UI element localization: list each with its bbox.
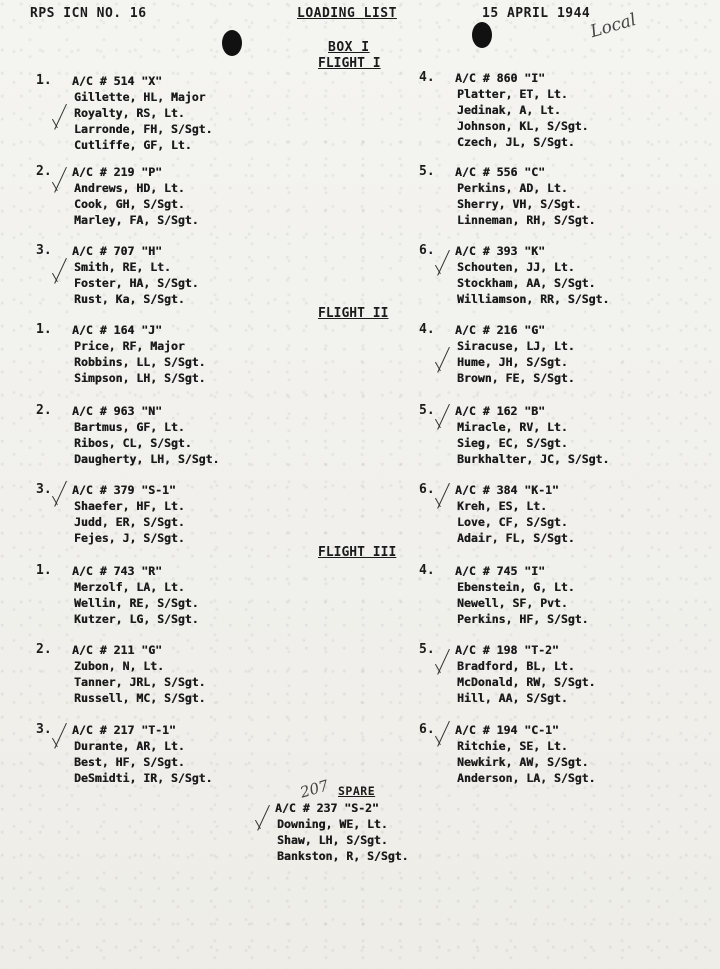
crew-member: Hill, AA, S/Sgt. bbox=[457, 691, 568, 705]
check-mark-icon bbox=[437, 652, 451, 682]
aircraft-group bbox=[36, 403, 352, 467]
check-mark-icon bbox=[437, 407, 451, 437]
aircraft-number: A/C # 164 "J" bbox=[72, 323, 163, 337]
group-number: 4. bbox=[419, 322, 435, 337]
aircraft-number: A/C # 707 "H" bbox=[72, 244, 163, 258]
handwritten-note: 207 bbox=[298, 776, 331, 802]
crew-member: Royalty, RS, Lt. bbox=[74, 106, 185, 120]
punch-hole bbox=[222, 30, 242, 56]
crew-member: Anderson, LA, S/Sgt. bbox=[457, 771, 596, 785]
crew-member: Ebenstein, G, Lt. bbox=[457, 580, 575, 594]
group-number: 6. bbox=[419, 482, 435, 497]
crew-member: Kreh, ES, Lt. bbox=[457, 499, 548, 513]
aircraft-group bbox=[419, 482, 720, 546]
crew-member: Perkins, HF, S/Sgt. bbox=[457, 612, 589, 626]
crew-member: Bankston, R, S/Sgt. bbox=[277, 849, 409, 863]
crew-member: Hume, JH, S/Sgt. bbox=[457, 355, 568, 369]
group-number: 4. bbox=[419, 563, 435, 578]
aircraft-number: A/C # 217 "T-1" bbox=[72, 723, 176, 737]
aircraft-group bbox=[36, 164, 352, 228]
group-number: 2. bbox=[36, 164, 52, 179]
group-number: 1. bbox=[36, 73, 52, 88]
crew-member: McDonald, RW, S/Sgt. bbox=[457, 675, 596, 689]
aircraft-group bbox=[36, 642, 352, 706]
spare-title: SPARE bbox=[338, 784, 376, 798]
aircraft-number: A/C # 556 "C" bbox=[455, 165, 546, 179]
crew-member: Wellin, RE, S/Sgt. bbox=[74, 596, 199, 610]
crew-member: Marley, FA, S/Sgt. bbox=[74, 213, 199, 227]
punch-hole bbox=[472, 22, 492, 48]
crew-member: Adair, FL, S/Sgt. bbox=[457, 531, 575, 545]
group-number: 2. bbox=[36, 403, 52, 418]
aircraft-number: A/C # 743 "R" bbox=[72, 564, 163, 578]
aircraft-group bbox=[36, 722, 352, 786]
aircraft-number: A/C # 198 "T-2" bbox=[455, 643, 559, 657]
crew-member: Gillette, HL, Major bbox=[74, 90, 206, 104]
check-mark-icon bbox=[54, 261, 68, 291]
doc-date: 15 APRIL 1944 bbox=[482, 6, 591, 21]
aircraft-number: A/C # 860 "I" bbox=[455, 71, 546, 85]
crew-member: Best, HF, S/Sgt. bbox=[74, 755, 185, 769]
check-mark-icon bbox=[437, 350, 451, 380]
aircraft-number: A/C # 211 "G" bbox=[72, 643, 163, 657]
crew-member: Sherry, VH, S/Sgt. bbox=[457, 197, 582, 211]
aircraft-number: A/C # 162 "B" bbox=[455, 404, 546, 418]
aircraft-number: A/C # 514 "X" bbox=[72, 74, 163, 88]
aircraft-number: A/C # 379 "S-1" bbox=[72, 483, 176, 497]
aircraft-group bbox=[419, 70, 720, 150]
aircraft-group bbox=[419, 563, 720, 627]
crew-member: Jedinak, A, Lt. bbox=[457, 103, 561, 117]
aircraft-number: A/C # 745 "I" bbox=[455, 564, 546, 578]
crew-member: Fejes, J, S/Sgt. bbox=[74, 531, 185, 545]
crew-member: Siracuse, LJ, Lt. bbox=[457, 339, 575, 353]
aircraft-group bbox=[36, 563, 352, 627]
crew-member: Robbins, LL, S/Sgt. bbox=[74, 355, 206, 369]
crew-member: Price, RF, Major bbox=[74, 339, 185, 353]
aircraft-group bbox=[419, 722, 720, 786]
aircraft-number: A/C # 194 "C-1" bbox=[455, 723, 559, 737]
crew-member: Larronde, FH, S/Sgt. bbox=[74, 122, 213, 136]
crew-member: Ritchie, SE, Lt. bbox=[457, 739, 568, 753]
aircraft-group bbox=[419, 322, 720, 386]
aircraft-group bbox=[275, 800, 555, 864]
crew-member: Judd, ER, S/Sgt. bbox=[74, 515, 185, 529]
crew-member: Czech, JL, S/Sgt. bbox=[457, 135, 575, 149]
aircraft-number: A/C # 216 "G" bbox=[455, 323, 546, 337]
group-number: 6. bbox=[419, 243, 435, 258]
crew-member: Williamson, RR, S/Sgt. bbox=[457, 292, 610, 306]
crew-member: Perkins, AD, Lt. bbox=[457, 181, 568, 195]
crew-member: Shaw, LH, S/Sgt. bbox=[277, 833, 388, 847]
crew-member: Schouten, JJ, Lt. bbox=[457, 260, 575, 274]
group-number: 3. bbox=[36, 482, 52, 497]
check-mark-icon bbox=[437, 486, 451, 516]
group-number: 1. bbox=[36, 322, 52, 337]
crew-member: Ribos, CL, S/Sgt. bbox=[74, 436, 192, 450]
check-mark-icon bbox=[437, 253, 451, 283]
crew-member: Linneman, RH, S/Sgt. bbox=[457, 213, 596, 227]
crew-member: Foster, HA, S/Sgt. bbox=[74, 276, 199, 290]
group-number: 2. bbox=[36, 642, 52, 657]
crew-member: Daugherty, LH, S/Sgt. bbox=[74, 452, 220, 466]
crew-member: Brown, FE, S/Sgt. bbox=[457, 371, 575, 385]
aircraft-group bbox=[36, 482, 352, 546]
crew-member: Tanner, JRL, S/Sgt. bbox=[74, 675, 206, 689]
crew-member: Burkhalter, JC, S/Sgt. bbox=[457, 452, 610, 466]
group-number: 4. bbox=[419, 70, 435, 85]
doc-title: LOADING LIST bbox=[297, 6, 397, 21]
crew-member: Sieg, EC, S/Sgt. bbox=[457, 436, 568, 450]
aircraft-group bbox=[419, 243, 720, 307]
handwritten-note: Local bbox=[588, 9, 639, 43]
check-mark-icon bbox=[54, 107, 68, 137]
crew-member: Bartmus, GF, Lt. bbox=[74, 420, 185, 434]
crew-member: Simpson, LH, S/Sgt. bbox=[74, 371, 206, 385]
flight-title: FLIGHT I bbox=[318, 56, 381, 71]
group-number: 5. bbox=[419, 642, 435, 657]
check-mark-icon bbox=[54, 726, 68, 756]
crew-member: Love, CF, S/Sgt. bbox=[457, 515, 568, 529]
aircraft-group bbox=[36, 243, 352, 307]
box-label: BOX I bbox=[328, 40, 370, 55]
aircraft-number: A/C # 384 "K-1" bbox=[455, 483, 559, 497]
group-number: 3. bbox=[36, 243, 52, 258]
crew-member: Kutzer, LG, S/Sgt. bbox=[74, 612, 199, 626]
crew-member: Platter, ET, Lt. bbox=[457, 87, 568, 101]
aircraft-group bbox=[36, 322, 352, 386]
crew-member: Newkirk, AW, S/Sgt. bbox=[457, 755, 589, 769]
crew-member: Newell, SF, Pvt. bbox=[457, 596, 568, 610]
group-number: 5. bbox=[419, 403, 435, 418]
crew-member: Bradford, BL, Lt. bbox=[457, 659, 575, 673]
crew-member: Downing, WE, Lt. bbox=[277, 817, 388, 831]
aircraft-number: A/C # 219 "P" bbox=[72, 165, 163, 179]
crew-member: Smith, RE, Lt. bbox=[74, 260, 171, 274]
check-mark-icon bbox=[257, 808, 271, 838]
crew-member: Zubon, N, Lt. bbox=[74, 659, 165, 673]
group-number: 6. bbox=[419, 722, 435, 737]
crew-member: Merzolf, LA, Lt. bbox=[74, 580, 185, 594]
crew-member: Andrews, HD, Lt. bbox=[74, 181, 185, 195]
check-mark-icon bbox=[437, 724, 451, 754]
crew-member: Durante, AR, Lt. bbox=[74, 739, 185, 753]
crew-member: Miracle, RV, Lt. bbox=[457, 420, 568, 434]
aircraft-group bbox=[419, 642, 720, 706]
aircraft-number: A/C # 963 "N" bbox=[72, 404, 163, 418]
crew-member: Rust, Ka, S/Sgt. bbox=[74, 292, 185, 306]
group-number: 5. bbox=[419, 164, 435, 179]
crew-member: Russell, MC, S/Sgt. bbox=[74, 691, 206, 705]
crew-member: Johnson, KL, S/Sgt. bbox=[457, 119, 589, 133]
crew-member: Shaefer, HF, Lt. bbox=[74, 499, 185, 513]
group-number: 1. bbox=[36, 563, 52, 578]
aircraft-group bbox=[419, 403, 720, 467]
crew-member: Stockham, AA, S/Sgt. bbox=[457, 276, 596, 290]
aircraft-number: A/C # 237 "S-2" bbox=[275, 801, 379, 815]
crew-member: Cook, GH, S/Sgt. bbox=[74, 197, 185, 211]
doc-id: RPS ICN NO. 16 bbox=[30, 6, 147, 21]
aircraft-group bbox=[419, 164, 720, 228]
group-number: 3. bbox=[36, 722, 52, 737]
check-mark-icon bbox=[54, 484, 68, 514]
flight-title: FLIGHT II bbox=[318, 306, 389, 321]
check-mark-icon bbox=[54, 170, 68, 200]
aircraft-number: A/C # 393 "K" bbox=[455, 244, 546, 258]
crew-member: Cutliffe, GF, Lt. bbox=[74, 138, 192, 152]
crew-member: DeSmidti, IR, S/Sgt. bbox=[74, 771, 213, 785]
flight-title: FLIGHT III bbox=[318, 545, 397, 560]
aircraft-group bbox=[36, 73, 352, 153]
